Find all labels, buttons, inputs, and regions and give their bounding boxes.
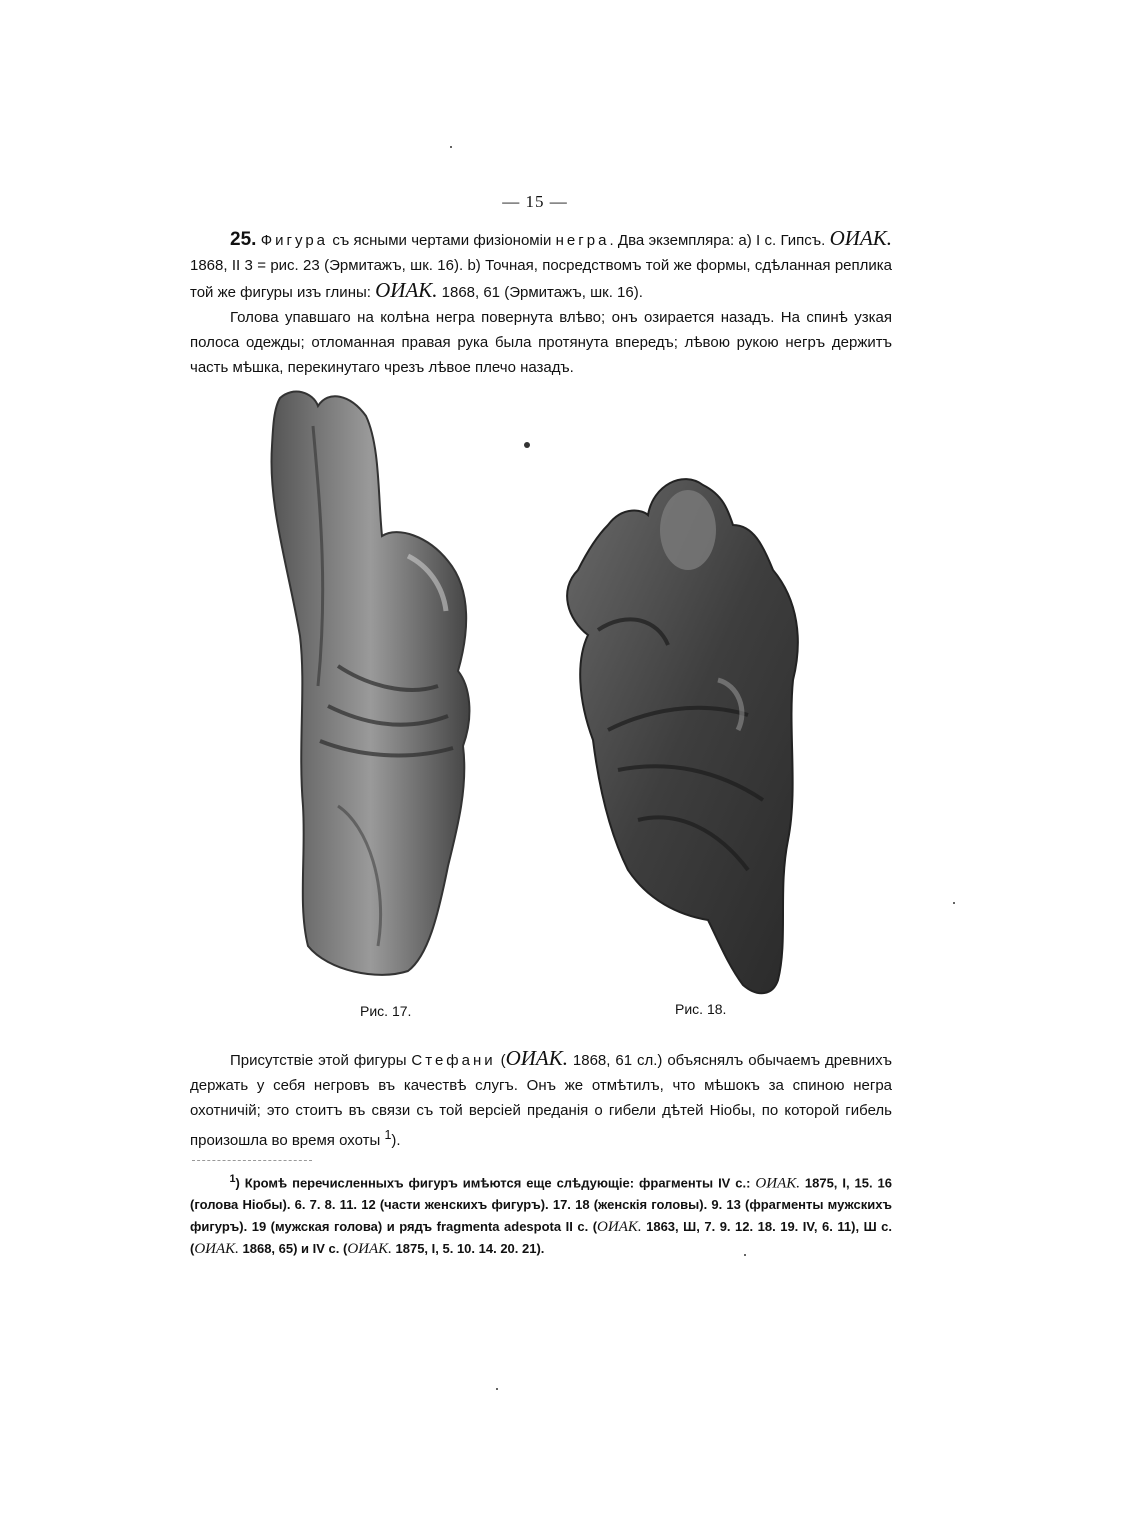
scan-speck	[450, 146, 452, 148]
description-paragraph: Голова упавшаго на колѣна негра повернута влѣво; онъ озирается назадъ. На спинѣ узкая полоса одежды; отломанная правая рука была протянута впередъ; лѣвою рукою негръ держитъ часть мѣшка, перекинутаго чрезъ лѣвое плечо назадъ.	[190, 309, 892, 376]
footnote-text-4: 1868, 65) и IV с. (	[242, 1241, 348, 1257]
journal-abbrev: ОИАК.	[505, 1046, 568, 1070]
footnote-divider	[192, 1160, 312, 1161]
footnote-text-5: 1875, I, 5. 10. 14. 20. 21).	[395, 1241, 545, 1257]
scan-speck	[953, 902, 955, 904]
presence-mid: 1868, 61 сл.) объяснялъ обычаемъ древнихъ держать у себя негровъ въ качествѣ слугъ. Онъ же отмѣтилъ, что мѣшокъ за спиною негра охотничій; это стоитъ въ связи съ той версіей преданія о гибели дѣтей Ніобы, по которой гибель произошла во время охоты	[190, 1052, 892, 1149]
figure-18-caption: Рис. 18.	[675, 1001, 727, 1017]
journal-abbrev: ОИАК.	[347, 1241, 392, 1258]
scan-speck	[524, 442, 530, 448]
entry-lead-rest: съ ясными чертами физіономіи	[332, 232, 552, 249]
scan-speck	[744, 1254, 746, 1256]
entry-ref1: 1868, II 3 = рис. 23 (Эрмитажъ, шк. 16). b) Точная, посредствомъ той же формы, сдѣланная реплика той же фигуры изъ глины:	[190, 257, 892, 301]
journal-abbrev: ОИАК.	[597, 1219, 642, 1236]
footnote-reference: 1	[384, 1128, 392, 1142]
figure-17-caption: Рис. 17.	[360, 1003, 412, 1019]
footnote-text-1: ) Кромѣ перечисленныхъ фигуръ имѣются еще слѣдующіе: фрагменты IV с.:	[235, 1175, 751, 1191]
footnote-marker: 1	[229, 1173, 236, 1185]
presence-start: Присутствіе этой фигуры	[230, 1052, 407, 1069]
presence-end: ).	[391, 1132, 401, 1149]
entry-paragraph	[190, 226, 892, 305]
journal-abbrev: ОИАК.	[375, 278, 438, 302]
entry-ref2: 1868, 61 (Эрмитажъ, шк. 16).	[441, 284, 643, 301]
page-number: — 15 —	[502, 192, 568, 211]
author-name-spaced: Стефани	[411, 1052, 496, 1069]
entry-number: 25.	[230, 229, 257, 250]
journal-abbrev: ОИАК.	[755, 1175, 800, 1192]
figure-17-image	[258, 386, 498, 986]
entry-lead-spaced: Фигура	[260, 232, 329, 249]
footnote-text-2: 1875, I, 15. 16 (голова Ніобы). 6. 7. 8. 11. 12 (части женскихъ фигуръ). 17. 18 (женскія головы). 9. 13 (фрагменты мужскихъ фигуръ). 19 (мужская голова) и рядъ fragmenta adespota II с. (	[190, 1175, 892, 1235]
footnote-text-3: 1863, Ш, 7. 9. 12. 18. 19. IV, 6. 11), Ш с. (	[190, 1219, 892, 1257]
journal-abbrev: ОИАК.	[194, 1241, 239, 1258]
scan-speck	[496, 1388, 498, 1390]
figure-18-image	[548, 470, 828, 1000]
footnote	[190, 1168, 892, 1260]
entry-spaced-word: негра	[555, 232, 610, 249]
presence-paragraph: Присутствіе этой фигуры Стефани (ОИАК. 1868, 61 сл.) объяснялъ обычаемъ древнихъ держать у себя негровъ въ качествѣ слугъ. Онъ же отмѣтилъ, что мѣшокъ за спиною негра охотничій; это стоитъ въ связи съ той версіей преданія о гибели дѣтей Ніобы, по которой гибель произошла во время охоты $^1$).	[190, 1046, 892, 1149]
entry-after: . Два экземпляра: a) I с. Гипсъ.	[609, 232, 826, 249]
journal-abbrev: ОИАК.	[829, 226, 892, 250]
